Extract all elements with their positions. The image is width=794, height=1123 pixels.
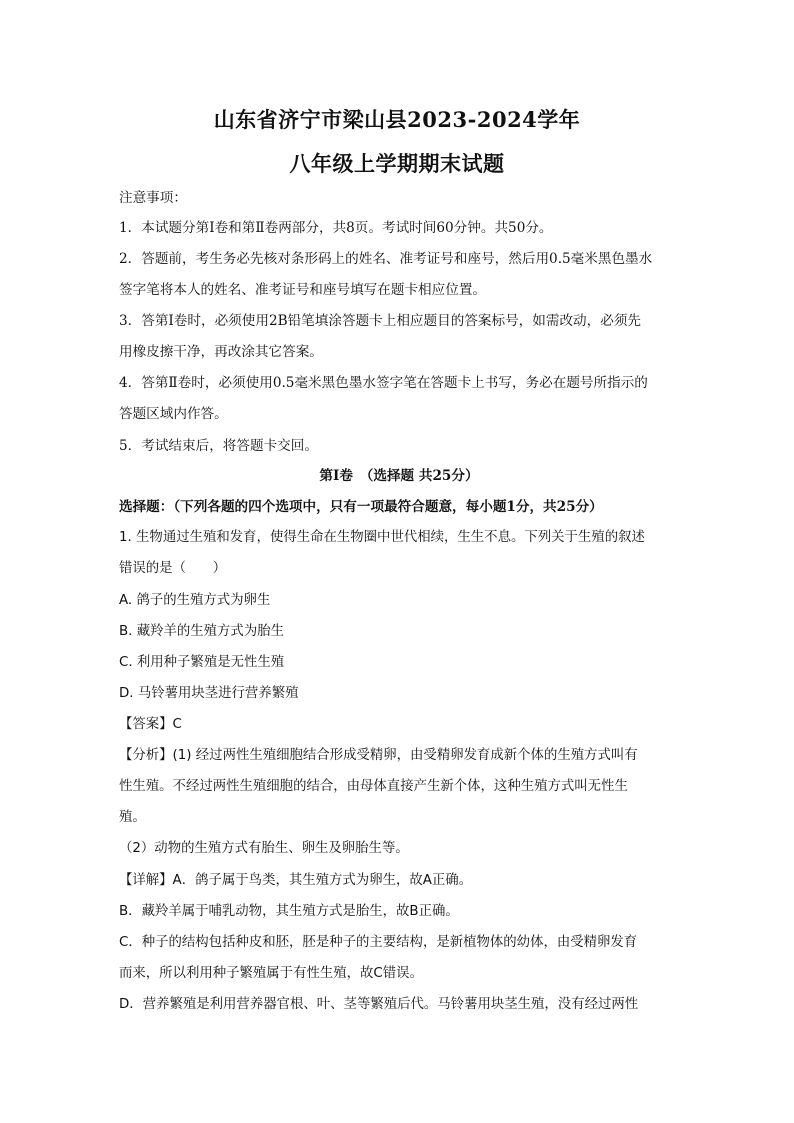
question-stem: 1. 生物通过生殖和发育，使得生命在生物圈中世代相续，生生不息。下列关于生殖的叙述 <box>119 530 645 545</box>
note-line: 5．考试结束后，将答题卡交回。 <box>119 438 318 454</box>
exam-title: 山东省济宁市梁山县2023-2024学年 <box>213 107 581 132</box>
notes-heading: 注意事项： <box>119 190 187 206</box>
note-line: 答题区域内作答。 <box>119 406 228 422</box>
question-option: A. 鸽子的生殖方式为卵生 <box>119 593 271 608</box>
note-line: 用橡皮擦干净，再改涂其它答案。 <box>119 344 323 360</box>
note-line: 1．本试题分第Ⅰ卷和第Ⅱ卷两部分，共8页。考试时间60分钟。共50分。 <box>119 220 553 236</box>
exam-subtitle: 八年级上学期期末试题 <box>289 151 505 176</box>
analysis-line: 殖。 <box>119 810 146 825</box>
question-option: C. 利用种子繁殖是无性生殖 <box>119 655 285 670</box>
analysis-line: 【分析】(1) 经过两性生殖细胞结合形成受精卵，由受精卵发育成新个体的生殖方式叫有 <box>119 748 638 763</box>
section-instruction: 选择题：（下列各题的四个选项中，只有一项最符合题意，每小题1分，共25分） <box>119 499 603 515</box>
detail-line: D．营养繁殖是利用营养器官根、叶、茎等繁殖后代。马铃薯用块茎生殖，没有经过两性 <box>119 997 639 1012</box>
detail-line: 【详解】A．鸽子属于鸟类，其生殖方式为卵生，故A正确。 <box>119 873 473 888</box>
analysis-line: 性生殖。不经过两性生殖细胞的结合，由母体直接产生新个体，这种生殖方式叫无性生 <box>119 779 628 794</box>
detail-line: 而来，所以利用种子繁殖属于有性生殖，故C错误。 <box>119 966 423 981</box>
note-line: 2．答题前，考生务必先核对条形码上的姓名、准考证号和座号，然后用0.5毫米黑色墨水 <box>119 251 653 267</box>
question-option: B. 藏羚羊的生殖方式为胎生 <box>119 624 284 639</box>
note-line: 4．答第Ⅱ卷时，必须使用0.5毫米黑色墨水签字笔在答题卡上书写，务必在题号所指示的 <box>119 375 648 391</box>
question-option: D. 马铃薯用块茎进行营养繁殖 <box>119 686 299 701</box>
detail-line: C．种子的结构包括种皮和胚，胚是种子的主要结构，是新植物体的幼体，由受精卵发育 <box>119 935 638 950</box>
analysis-line: （2）动物的生殖方式有胎生、卵生及卵胎生等。 <box>119 841 409 856</box>
answer: 【答案】C <box>119 717 182 732</box>
question-stem: 错误的是（ ） <box>119 561 227 576</box>
section-header: 第Ⅰ卷 （选择题 共25分） <box>319 468 479 484</box>
note-line: 签字笔将本人的姓名、准考证号和座号填写在题卡相应位置。 <box>119 282 487 298</box>
detail-line: B．藏羚羊属于哺乳动物，其生殖方式是胎生，故B正确。 <box>119 904 459 919</box>
note-line: 3．答第Ⅰ卷时，必须使用2B铅笔填涂答题卡上相应题目的答案标号，如需改动，必须先 <box>119 313 642 329</box>
